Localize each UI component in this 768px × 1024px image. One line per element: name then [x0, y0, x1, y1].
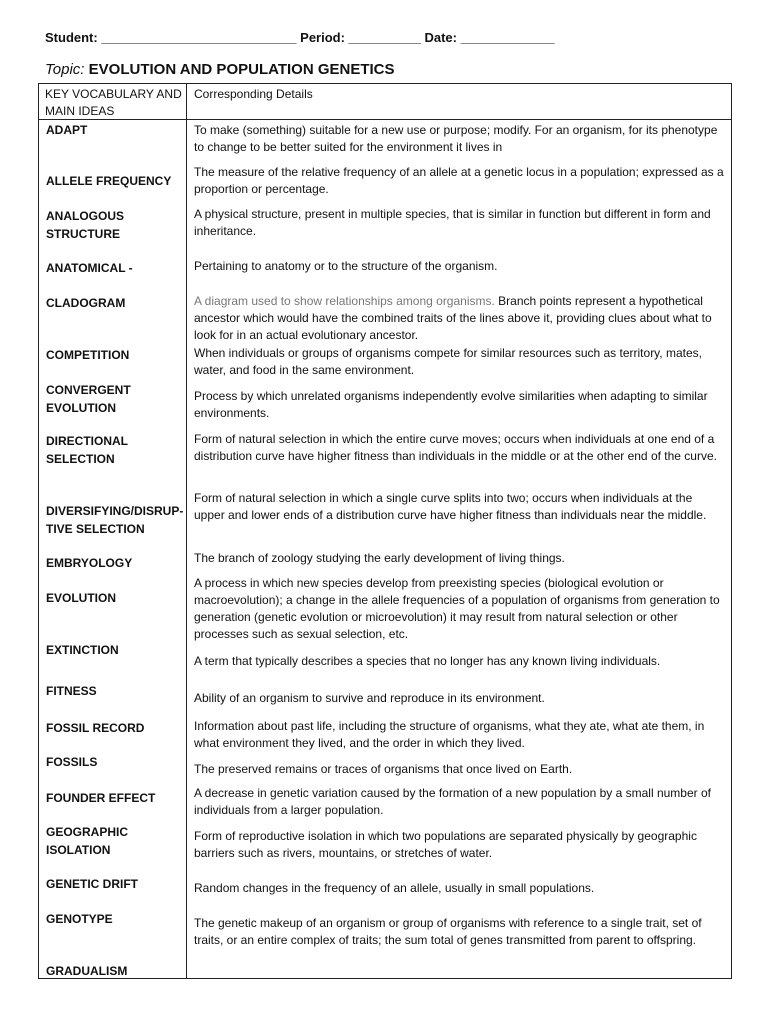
term-evolution: EVOLUTION [46, 591, 117, 605]
def-convergent-evolution: Process by which unrelated organisms independently evolve similarities when adapting to similar environments. [194, 389, 708, 420]
column-divider [186, 84, 187, 978]
term-founder-effect: FOUNDER EFFECT [46, 791, 156, 805]
term-fossil-record: FOSSIL RECORD [46, 721, 145, 735]
def-allele-frequency: The measure of the relative frequency of an allele at a genetic locus in a population; expressed as a proportion or percentage. [194, 165, 724, 196]
term-adapt: ADAPT [46, 123, 88, 137]
student-period-date-line: Student: ___________________________ Period: __________ Date: _____________ [45, 30, 555, 45]
def-competition: When individuals or groups of organisms compete for similar resources such as territory, mates, water, and food in the same environment. [194, 346, 702, 377]
term-analogous-structure: ANALOGOUS STRUCTURE [46, 209, 124, 241]
def-extinction: A term that typically describes a species that no longer has any known living individuals. [194, 654, 661, 668]
def-fitness: Ability of an organism to survive and reproduce in its environment. [194, 691, 545, 705]
def-evolution: A process in which new species develop from preexisting species (biological evolution or macroevolution); a change in the allele frequencies of a population of organisms from generation to generation (genetic evolution or microevolution) it may result from natural selection or other processes such as sexual selection, etc. [194, 576, 720, 641]
term-cladogram: CLADOGRAM [46, 296, 126, 310]
term-fossils: FOSSILS [46, 755, 98, 769]
def-genetic-drift: Random changes in the frequency of an allele, usually in small populations. [194, 881, 595, 895]
def-embryology: The branch of zoology studying the early development of living things. [194, 551, 565, 565]
topic-label: Topic: [45, 61, 85, 78]
col-header-details: Corresponding Details [194, 87, 313, 101]
term-extinction: EXTINCTION [46, 643, 119, 657]
def-fossils: The preserved remains or traces of organisms that once lived on Earth. [194, 762, 573, 776]
term-genotype: GENOTYPE [46, 912, 113, 926]
def-geographic-isolation: Form of reproductive isolation in which two populations are separated physically by geographic barriers such as rivers, mountains, or stretches of water. [194, 829, 697, 860]
term-anatomical: ANATOMICAL - [46, 261, 133, 275]
def-fossil-record: Information about past life, including the structure of organisms, what they ate, what ate them, in what environment they lived, and the order in which they lived. [194, 719, 705, 750]
term-gradualism: GRADUALISM [46, 964, 128, 978]
term-fitness: FITNESS [46, 684, 97, 698]
def-directional-selection: Form of natural selection in which the entire curve moves; occurs when individuals at one end of a distribution curve have higher fitness than individuals in the middle or at the other end of the curve. [194, 432, 717, 463]
def-founder-effect: A decrease in genetic variation caused by the formation of a new population by a small number of individuals from a larger population. [194, 786, 711, 817]
def-genotype: The genetic makeup of an organism or group of organisms with reference to a single trait, set of traits, or an entire complex of traits; the sum total of genes transmitted from parent to offspring. [194, 916, 702, 947]
def-cladogram-rest: Branch points represent a hypothetical ancestor which would have the combined traits of the lines above it, providing clues about what to look for in an actual evolutionary ancestor. [194, 294, 712, 342]
topic-title: EVOLUTION AND POPULATION GENETICS [88, 61, 395, 78]
def-diversifying-selection: Form of natural selection in which a single curve splits into two; occurs when individuals at the upper and lower ends of a distribution curve have higher fitness than individuals near the middle. [194, 491, 707, 522]
term-convergent-evolution: CONVERGENT EVOLUTION [46, 383, 131, 415]
term-embryology: EMBRYOLOGY [46, 556, 133, 570]
term-allele-frequency: ALLELE FREQUENCY [46, 174, 172, 188]
term-genetic-drift: GENETIC DRIFT [46, 877, 138, 891]
term-directional-selection: DIRECTIONAL SELECTION [46, 434, 128, 466]
topic-heading [45, 61, 395, 78]
def-cladogram-gray: A diagram used to show relationships among organisms. [194, 294, 495, 308]
term-competition: COMPETITION [46, 348, 130, 362]
term-geographic-isolation: GEOGRAPHIC ISOLATION [46, 825, 129, 857]
def-analogous-structure: A physical structure, present in multiple species, that is similar in function but different in form and inheritance. [194, 207, 711, 238]
col-header-vocabulary: KEY VOCABULARY AND MAIN IDEAS [45, 87, 182, 118]
vocabulary-table [38, 83, 732, 979]
term-diversifying-selection: DIVERSIFYING/DISRUP-TIVE SELECTION [46, 504, 184, 536]
def-anatomical: Pertaining to anatomy or to the structure of the organism. [194, 259, 498, 273]
def-cladogram [194, 293, 726, 344]
def-adapt: To make (something) suitable for a new use or purpose; modify. For an organism, for its phenotype to change to be better suited for the environment it lives in [194, 123, 718, 154]
